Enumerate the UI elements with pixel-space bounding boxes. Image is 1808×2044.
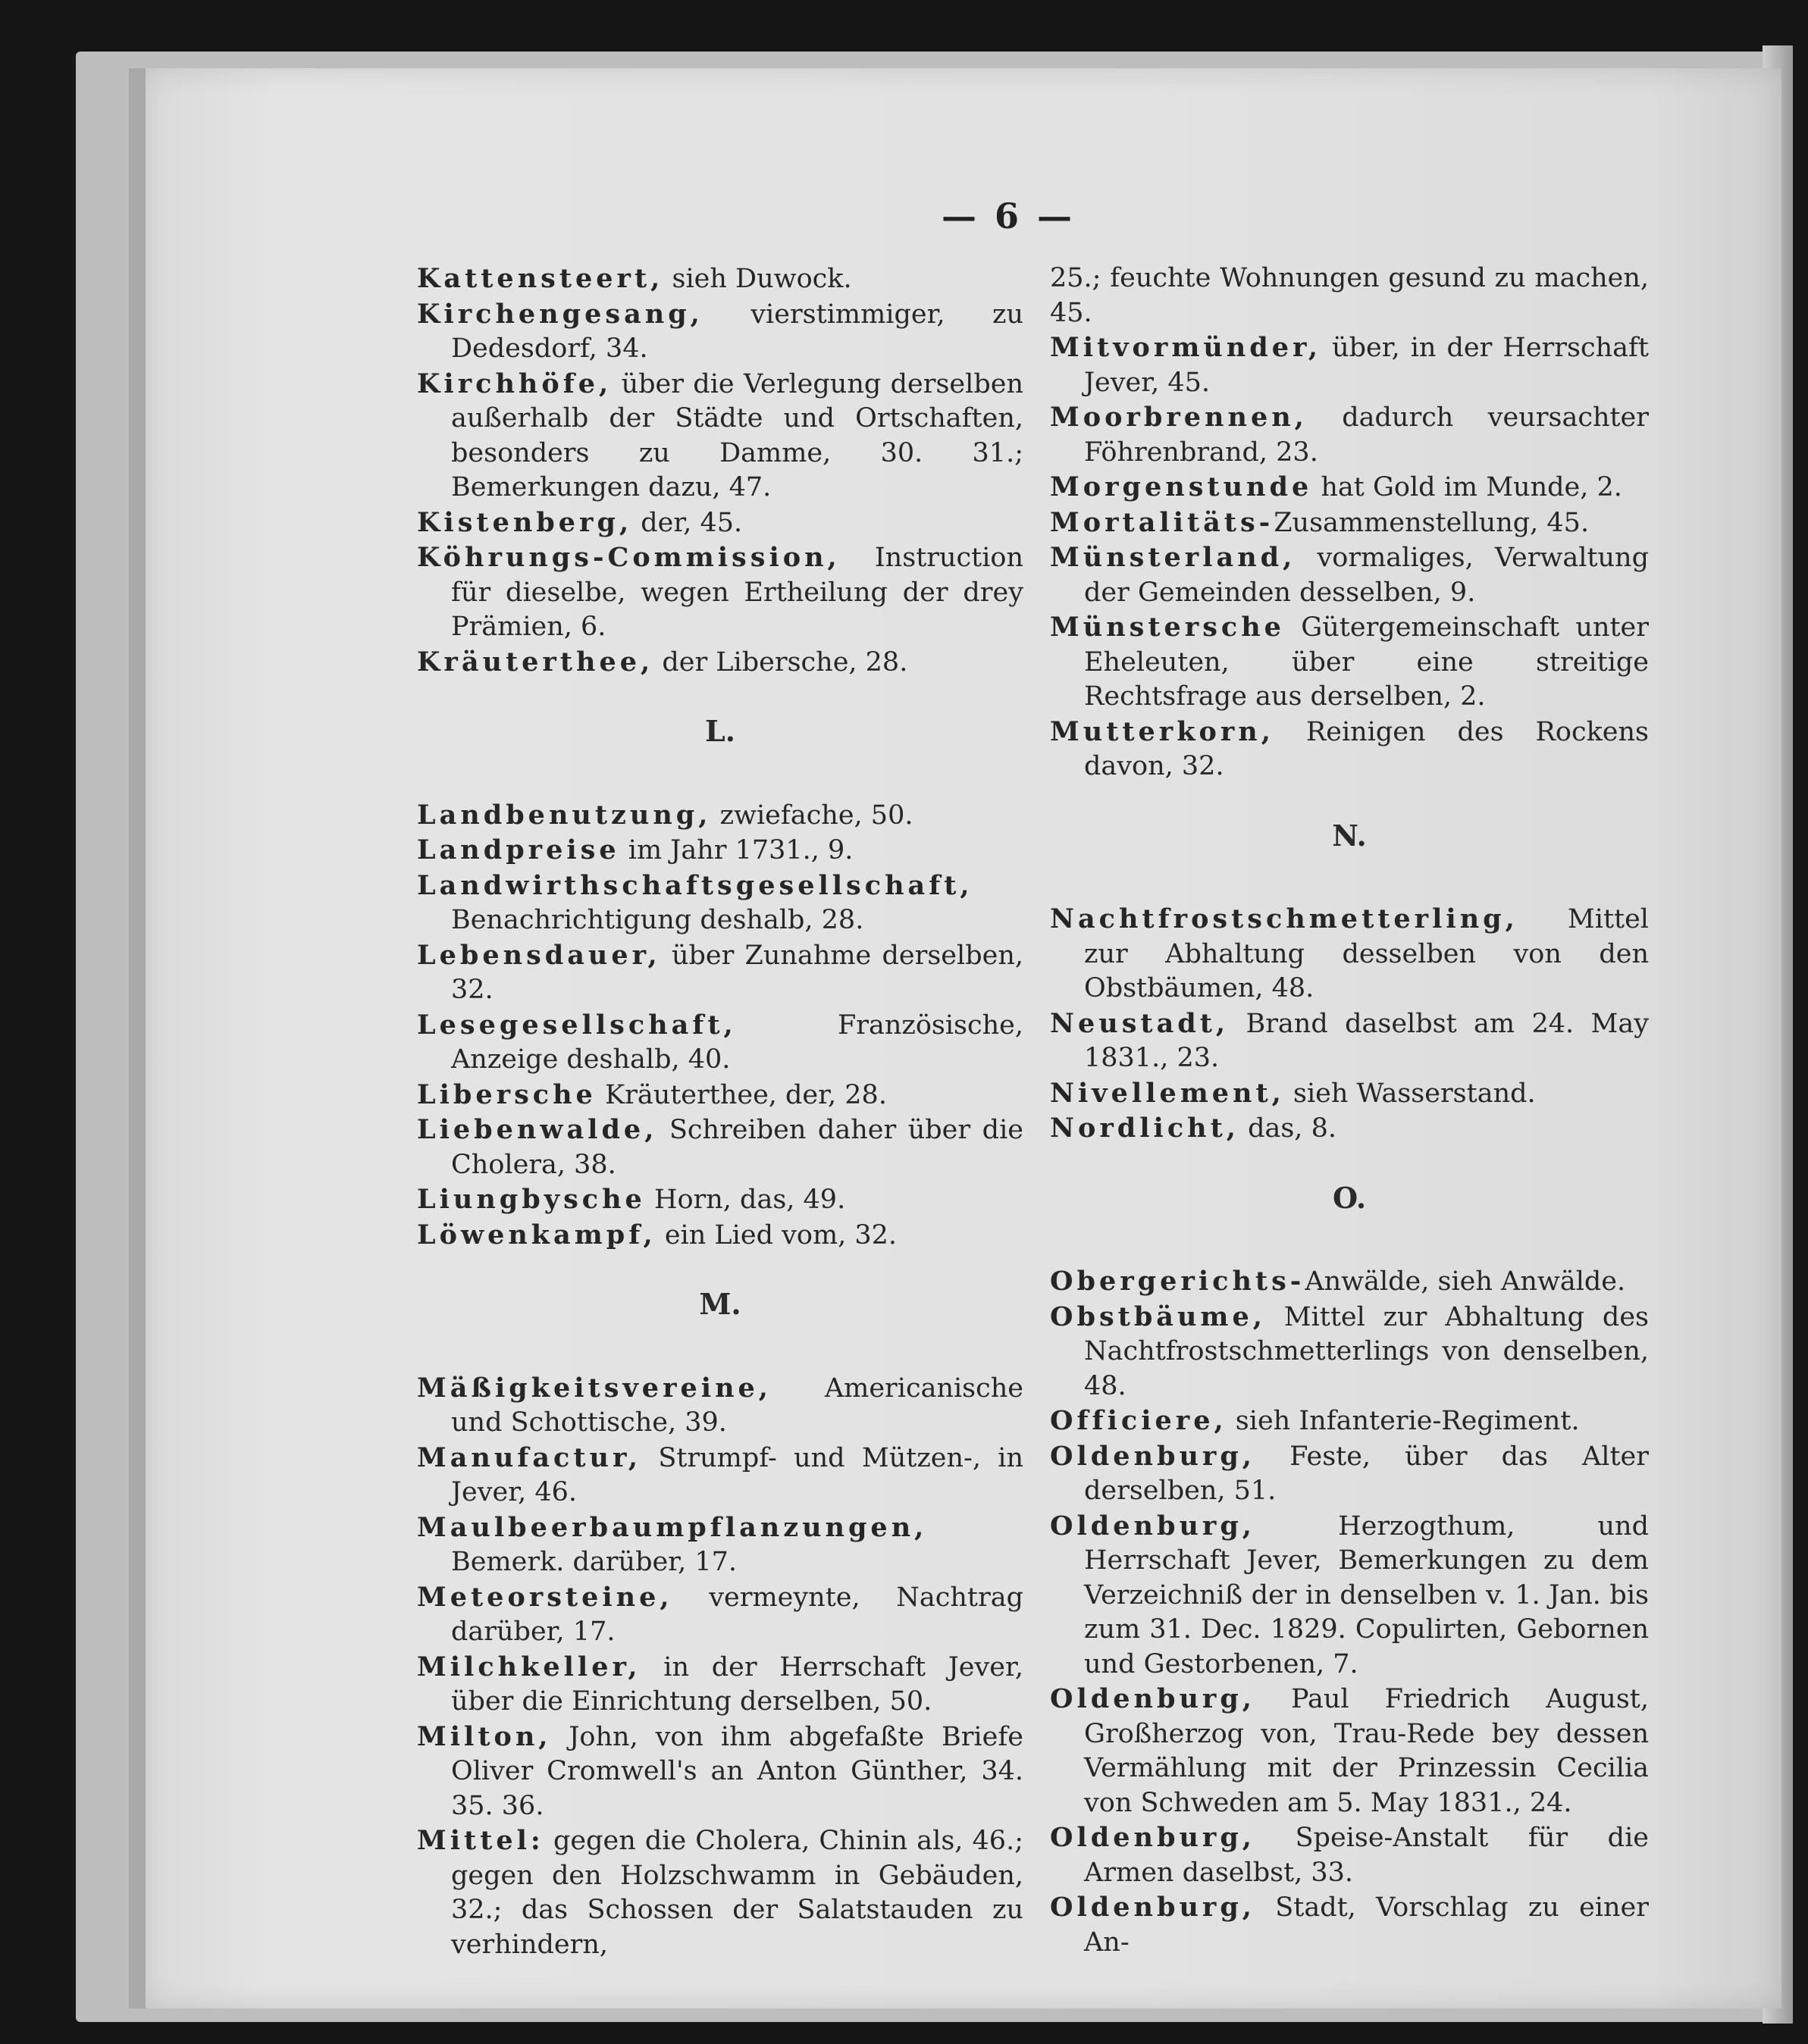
index-text: in der Herrschaft Jever, über die Einrichtung derselben, 50. [451,1651,1023,1717]
index-entry [417,1218,1023,1254]
section-letter: L. [705,714,735,748]
index-text: sieh Wasserstand. [1284,1078,1536,1109]
index-term: Libersche [417,1078,597,1110]
section-letter: M. [699,1287,741,1321]
index-term: Meteorsteine, [417,1581,673,1613]
index-entry [417,1441,1023,1510]
index-entry [1050,506,1649,541]
index-term: Kräuterthee, [417,646,654,678]
index-entry [1050,470,1649,506]
index-term: Mittel: [417,1825,544,1856]
index-entry [1050,610,1649,715]
index-term: Obergerichts- [1050,1266,1305,1297]
index-entry [417,938,1023,1008]
index-term: Löwenkampf, [417,1219,656,1251]
index-entry [1050,1509,1649,1682]
index-text: 25.; feuchte Wohnungen gesund zu machen, 45. [1050,263,1649,328]
index-text: Anwälde, sieh Anwälde. [1305,1266,1626,1297]
index-text: Reinigen des Rockens davon, 32. [1084,716,1649,781]
index-text: Schreiben daher über die Cholera, 38. [451,1115,1023,1180]
index-text: der Libersche, 28. [653,646,908,678]
index-text: sieh Infanterie-Regiment. [1227,1406,1580,1436]
index-term: Mitvormünder, [1050,332,1322,363]
index-term: Nachtfrostschmetterling, [1050,903,1518,934]
index-term: Kistenberg, [417,506,633,538]
index-text: John, von ihm abgefaßte Briefe Oliver Cromwell's an Anton Günther, 34. 35. 36. [451,1721,1023,1821]
index-entry [1050,330,1649,400]
index-text: Zusammenstellung, 45. [1274,507,1590,538]
section-letter: O. [1332,1180,1367,1215]
index-entry [417,645,1023,681]
index-term: Oldenburg, [1050,1892,1255,1923]
index-entry [417,1720,1023,1824]
index-entry [1050,1006,1649,1076]
index-text: Herzogthum, und Herrschaft Jever, Bemerkungen zu dem Verzeichniß der in denselben v. 1. Jan. bis zum 31. Dec. 1829. Copulirten, Gebornen und Gestorbenen, 7. [1084,1510,1649,1679]
index-entry [1050,1820,1649,1890]
index-term: Lesegesellschaft, [417,1009,737,1041]
index-term: Kirchhöfe, [417,368,613,399]
index-entry [417,1823,1023,1962]
index-entry [1050,1404,1649,1439]
index-entry [417,1078,1023,1113]
index-text: der, 45. [632,507,743,538]
index-text: ein Lied vom, 32. [656,1219,898,1251]
index-term: Oldenburg, [1050,1440,1255,1472]
index-entry [1050,1111,1649,1147]
index-text: zwiefache, 50. [711,800,913,831]
index-term: Nivellement, [1050,1077,1285,1109]
book-spine [129,68,146,2008]
index-entry [417,1008,1023,1078]
index-term: Liebenwalde, [417,1114,658,1145]
index-term: Oldenburg, [1050,1510,1255,1542]
index-entry [1050,1300,1649,1404]
index-entry [417,506,1023,541]
index-text: Benachrichtigung deshalb, 28. [451,905,864,935]
index-entry [417,1371,1023,1441]
index-term: Münstersche [1050,612,1285,643]
index-text: vormaliges, Verwaltung der Gemeinden desselben, 9. [1084,543,1649,608]
index-term: Landbenutzung, [417,799,712,831]
index-column-left [417,261,1023,1962]
index-term: Nordlicht, [1050,1113,1239,1144]
index-text: Paul Friedrich August, Großherzog von, Trau-Rede bey dessen Vermählung mit der Prinzessin Cecilia von Schweden am 5. May 1831., 24. [1084,1684,1649,1818]
index-entry [417,297,1023,367]
index-text: über Zunahme derselben, 32. [451,940,1023,1005]
index-text: Stadt, Vorschlag zu einer An- [1084,1892,1649,1958]
index-entry [417,1650,1023,1720]
index-term: Landwirthschaftsgesellschaft, [417,869,973,901]
index-text: Bemerk. darüber, 17. [451,1547,737,1577]
index-entry [1050,1439,1649,1509]
index-term: Mortalitäts- [1050,506,1274,538]
index-text: Gütergemeinschaft unter Eheleuten, über eine streitige Rechtsfrage aus derselben, 2. [1084,612,1649,712]
index-term: Officiere, [1050,1405,1227,1436]
index-entry [417,367,1023,506]
index-entry [1050,540,1649,610]
index-entry [1050,1076,1649,1112]
index-entry [417,1113,1023,1182]
index-text: Kräuterthee, der, 28. [596,1079,887,1110]
index-text: Brand daselbst am 24. May 1831., 23. [1084,1008,1649,1073]
index-term: Milchkeller, [417,1651,641,1682]
index-column-right [1050,261,1649,1960]
index-entry [1050,715,1649,784]
index-entry [1050,902,1649,1006]
index-text: Feste, über das Alter derselben, 51. [1084,1441,1649,1506]
index-term: Lebensdauer, [417,939,661,971]
index-term: Neustadt, [1050,1007,1230,1039]
index-entry [417,869,1023,938]
section-letter: N. [1332,818,1367,853]
index-entry [417,1510,1023,1580]
index-entry [417,1182,1023,1218]
index-term: Mutterkorn, [1050,715,1274,747]
index-text: hat Gold im Munde, 2. [1312,472,1622,502]
index-term: Obstbäume, [1050,1301,1266,1332]
index-entry [1050,1264,1649,1300]
index-term: Liungbysche [417,1184,646,1215]
index-term: Milton, [417,1720,552,1752]
index-text: Horn, das, 49. [645,1185,846,1215]
index-term: Oldenburg, [1050,1822,1255,1853]
index-term: Moorbrennen, [1050,402,1308,433]
index-term: Münsterland, [1050,542,1296,573]
index-entry [417,261,1023,297]
index-entry [1050,261,1649,330]
index-text: über, in der Herrschaft Jever, 45. [1084,333,1649,398]
index-text: Speise-Anstalt für die Armen daselbst, 33. [1084,1823,1649,1888]
index-text: im Jahr 1731., 9. [619,835,854,865]
index-entry [417,1580,1023,1650]
index-entry [417,833,1023,869]
index-text: vierstimmiger, zu Dedesdorf, 34. [451,299,1023,364]
index-term: Morgenstunde [1050,471,1313,502]
page-number: — 6 — [941,196,1076,236]
index-text: vermeynte, Nachtrag darüber, 17. [451,1582,1023,1647]
index-entry [1050,400,1649,470]
index-text: dadurch veursachter Föhrenbrand, 23. [1084,402,1649,468]
index-text: Strumpf- und Mützen-, in Jever, 46. [451,1442,1023,1507]
index-term: Köhrungs-Commission, [417,542,841,573]
index-term: Kattensteert, [417,263,664,294]
index-text: Mittel zur Abhaltung desselben von den Obstbäumen, 48. [1084,904,1649,1003]
index-text: Mittel zur Abhaltung des Nachtfrostschmetterlings von denselben, 48. [1084,1301,1649,1401]
index-term: Landpreise [417,834,620,865]
index-text: sieh Duwock. [663,264,852,294]
index-text: gegen die Cholera, Chinin als, 46.; gegen den Holzschwamm in Gebäuden, 32.; das Schossen der Salatstauden zu verhindern, [451,1826,1023,1960]
index-term: Manufactur, [417,1441,642,1473]
index-text: über die Verlegung derselben außerhalb der Städte und Ortschaften, besonders zu Damme, 30. 31.; Bemerkungen dazu, 47. [451,368,1023,502]
index-term: Maulbeerbaumpflanzungen, [417,1511,928,1543]
index-entry [417,798,1023,834]
index-text: Instruction für dieselbe, wegen Ertheilung der drey Prämien, 6. [451,543,1023,642]
index-entry [417,540,1023,645]
index-entry [1050,1890,1649,1960]
index-term: Mäßigkeitsvereine, [417,1372,772,1404]
index-text: Americanische und Schottische, 39. [451,1373,1023,1438]
index-text: Französische, Anzeige deshalb, 40. [451,1009,1023,1075]
index-term: Kirchengesang, [417,298,703,330]
index-entry [1050,1682,1649,1820]
index-term: Oldenburg, [1050,1683,1255,1714]
index-text: das, 8. [1239,1113,1336,1144]
